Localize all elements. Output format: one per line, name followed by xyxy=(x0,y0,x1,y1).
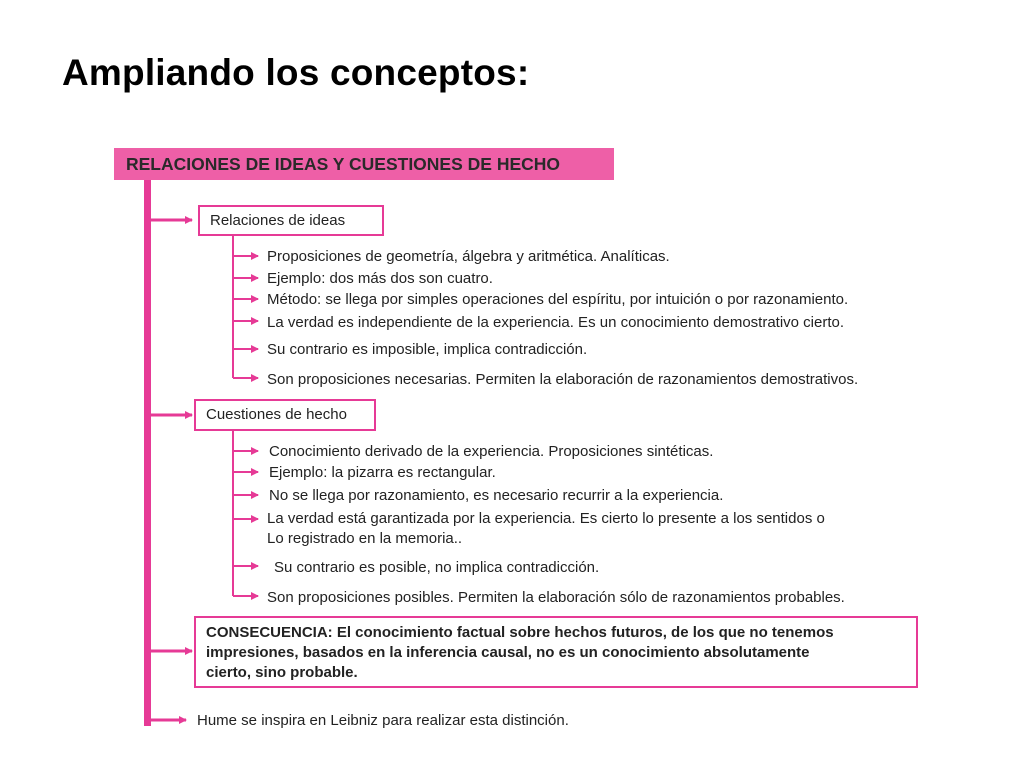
consequence-box xyxy=(194,616,918,688)
section-box-cuestiones-de-hecho: Cuestiones de hecho xyxy=(194,399,376,431)
list-item: Su contrario es imposible, implica contradicción. xyxy=(267,341,588,358)
consequence-line: cierto, sino probable. xyxy=(206,664,358,681)
list-item: Conocimiento derivado de la experiencia. Proposiciones sintéticas. xyxy=(269,443,714,460)
hume-note: Hume se inspira en Leibniz para realizar esta distinción. xyxy=(197,712,569,729)
list-item: La verdad está garantizada por la experiencia. Es cierto lo presente a los sentidos o xyxy=(267,510,825,527)
list-item: No se llega por razonamiento, es necesario recurrir a la experiencia. xyxy=(269,487,724,504)
list-item: Ejemplo: la pizarra es rectangular. xyxy=(269,464,496,481)
list-item: Su contrario es posible, no implica contradicción. xyxy=(274,559,600,576)
consequence-line: CONSECUENCIA: El conocimiento factual sobre hechos futuros, de los que no tenemos xyxy=(206,624,834,641)
list-item: La verdad es independiente de la experiencia. Es un conocimiento demostrativo cierto. xyxy=(267,314,845,331)
list-item: Son proposiciones necesarias. Permiten la elaboración de razonamientos demostrativos. xyxy=(267,371,859,388)
main-spine xyxy=(144,180,151,726)
slide-title: Ampliando los conceptos: xyxy=(62,52,530,93)
list-item: Son proposiciones posibles. Permiten la elaboración sólo de razonamientos probables. xyxy=(267,589,845,606)
section-box-relaciones-de-ideas: Relaciones de ideas xyxy=(198,205,384,236)
list-item: Ejemplo: dos más dos son cuatro. xyxy=(267,270,493,287)
consequence-line: impresiones, basados en la inferencia causal, no es un conocimiento absolutamente xyxy=(206,644,810,661)
list-item: Proposiciones de geometría, álgebra y aritmética. Analíticas. xyxy=(267,248,670,265)
list-item-continuation: Lo registrado en la memoria.. xyxy=(267,530,463,547)
list-item: Método: se llega por simples operaciones del espíritu, por intuición o por razonamiento. xyxy=(267,291,849,308)
diagram-header: RELACIONES DE IDEAS Y CUESTIONES DE HECHO xyxy=(114,148,614,180)
